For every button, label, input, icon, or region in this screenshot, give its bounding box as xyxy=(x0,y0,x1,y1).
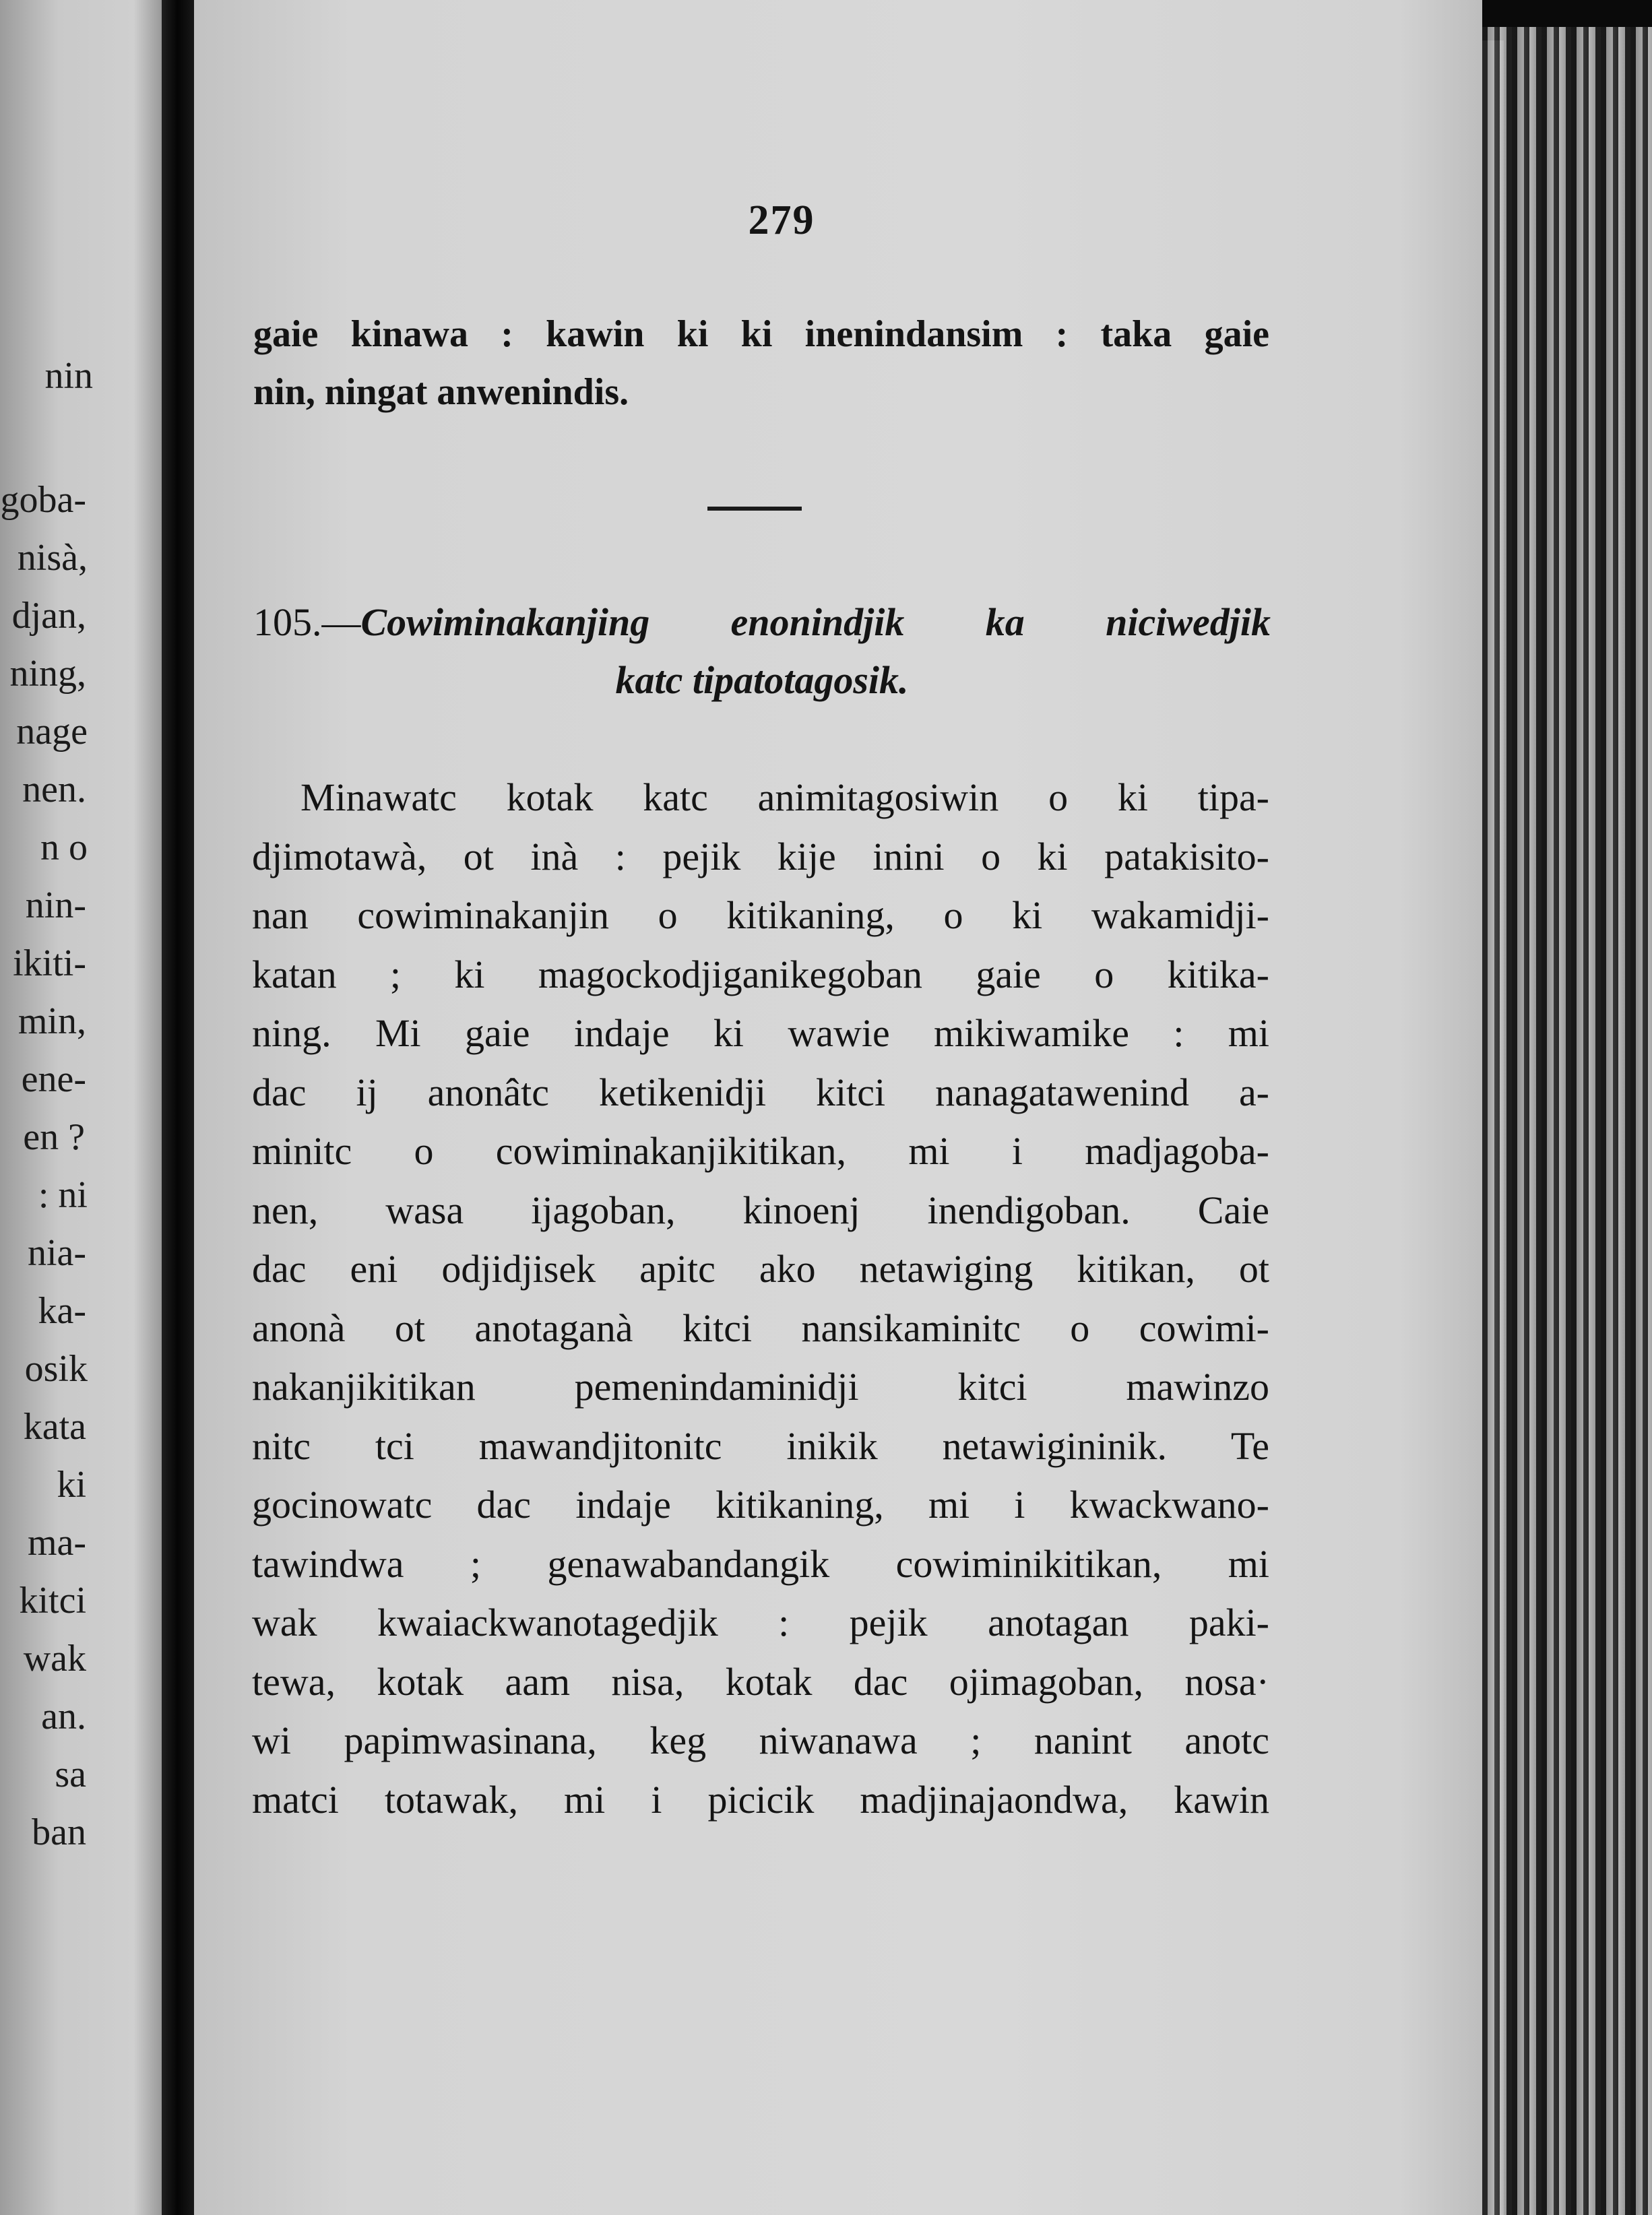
left-fragment: : ni xyxy=(38,1174,88,1216)
section-title-line2: katc tipatotagosik. xyxy=(615,658,909,702)
body-line: ning. Mi gaie indaje ki wawie mikiwamike : mi xyxy=(252,1011,1269,1055)
body-line: nen, wasa ijagoban, kinoenj inendigoban. Caie xyxy=(252,1188,1269,1232)
body-line: Minawatc kotak katc animitagosiwin o ki tipa- xyxy=(300,775,1269,819)
section-heading xyxy=(253,593,1271,652)
left-fragment: en ? xyxy=(23,1116,85,1158)
left-fragment: wak xyxy=(23,1638,86,1679)
section-title-line1: Cowiminakanjing enonindjik ka niciwedjik xyxy=(360,600,1271,644)
left-fragment: kata xyxy=(23,1406,86,1448)
section-dash: — xyxy=(321,600,361,644)
section-number: 105. xyxy=(253,600,322,644)
page-number: 279 xyxy=(748,197,815,243)
left-fragment: ning, xyxy=(9,653,86,695)
body-line: nan cowiminakanjin o kitikaning, o ki wakamidji- xyxy=(252,893,1269,937)
left-fragment: nage xyxy=(16,711,88,752)
left-fragment: n o xyxy=(40,827,88,868)
left-fragment: ki xyxy=(57,1464,86,1506)
body-line: wak kwaiackwanotagedjik : pejik anotagan paki- xyxy=(252,1601,1269,1644)
left-fragment: nen. xyxy=(22,769,86,810)
continuation-line: gaie kinawa : kawin ki ki inenindansim : taka gaie xyxy=(253,313,1269,355)
left-fragment: goba- xyxy=(0,479,86,521)
body-line: katan ; ki magockodjiganikegoban gaie o kitika- xyxy=(252,952,1269,996)
body-line: tewa, kotak aam nisa, kotak dac ojimagoban, nosa· xyxy=(252,1659,1269,1704)
body-line: nitc tci mawandjitonitc inikik netawigininik. Te xyxy=(252,1423,1269,1468)
body-line: djimotawà, ot inà : pejik kije inini o ki patakisito- xyxy=(252,834,1269,878)
book-gutter xyxy=(162,0,197,2215)
body-line: tawindwa ; genawabandangik cowiminikitikan, mi xyxy=(252,1541,1269,1586)
body-line: anonà ot anotaganà kitci nansikaminitc o cowimi- xyxy=(252,1306,1269,1350)
body-line: minitc o cowiminakanjikitikan, mi i madjagoba- xyxy=(252,1129,1269,1173)
section-heading-cont xyxy=(253,651,1271,710)
left-page-edge xyxy=(0,0,167,2215)
body-line: wi papimwasinana, keg niwanawa ; nanint anotc xyxy=(252,1719,1269,1762)
left-fragment: min, xyxy=(18,1000,86,1042)
left-fragment: ene- xyxy=(21,1058,86,1100)
left-fragment: kitci xyxy=(19,1580,86,1622)
left-fragment: an. xyxy=(41,1696,86,1737)
section-divider xyxy=(707,507,802,511)
left-fragment: nin- xyxy=(25,885,86,926)
body-line: matci totawak, mi i picicik madjinajaondwa, kawin xyxy=(252,1777,1269,1822)
left-fragment: ma- xyxy=(27,1522,86,1564)
body-line: nakanjikitikan pemenindaminidji kitci mawinzo xyxy=(252,1365,1269,1409)
body-line: dac ij anonâtc ketikenidji kitci nanagatawenind a- xyxy=(252,1070,1269,1114)
left-fragment: nisà, xyxy=(17,537,88,579)
left-fragment: sa xyxy=(55,1754,86,1795)
left-fragment: osik xyxy=(24,1348,88,1390)
left-page-fragments xyxy=(0,0,167,2215)
left-fragment: ikiti- xyxy=(13,942,86,984)
body-line: dac eni odjidjisek apitc ako netawiging kitikan, ot xyxy=(252,1247,1269,1291)
left-fragment: ban xyxy=(32,1811,86,1853)
body-paragraph xyxy=(252,768,1269,1829)
continuation-line: nin, ningat anwenindis. xyxy=(253,371,629,413)
book-page-edges xyxy=(1482,27,1652,2215)
body-line: gocinowatc dac indaje kitikaning, mi i kwackwano- xyxy=(252,1483,1269,1527)
left-fragment: nin xyxy=(44,355,93,397)
left-fragment: ka- xyxy=(38,1290,86,1332)
left-fragment: nia- xyxy=(27,1232,86,1274)
left-fragment: djan, xyxy=(11,595,86,637)
